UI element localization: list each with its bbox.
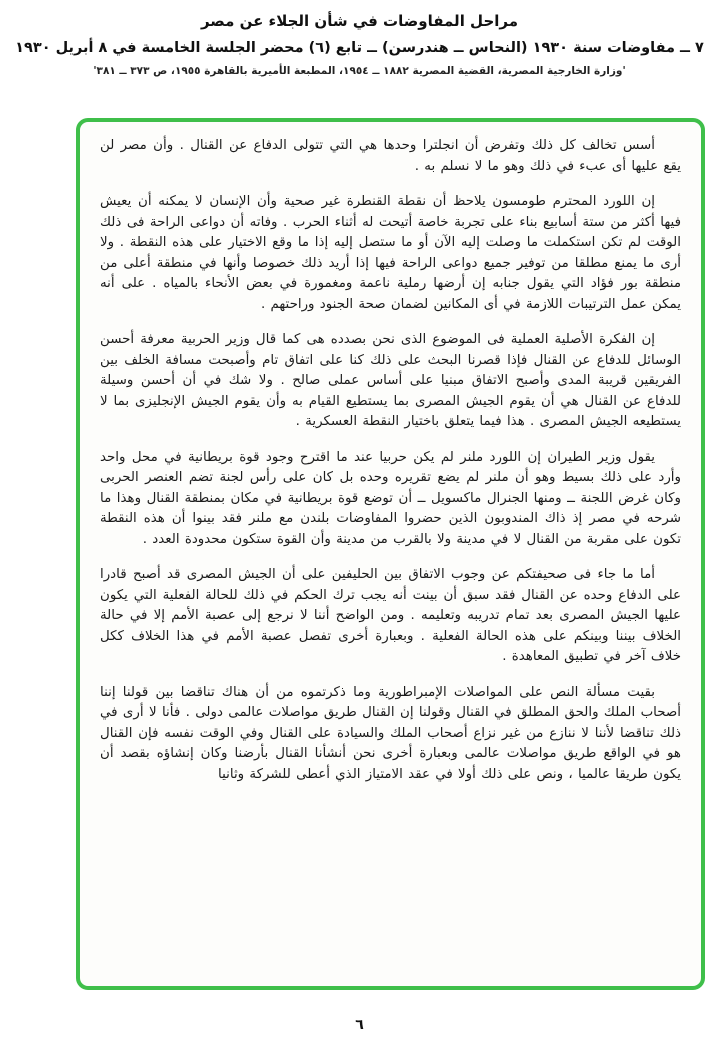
paragraph-1: أسس تخالف كل ذلك وتفرض أن انجلترا وحدها هي التي تتولى الدفاع عن القنال . وأن مصر لن يقع عليها أى عبء في ذلك وهو ما لا نسلم به . — [100, 138, 681, 174]
paragraph-4: يقول وزير الطيران إن اللورد ملنر لم يكن حربيا عند ما اقترح وجود قوة بريطانية في محل واحد وأرد على ذلك بسيط وهو أن ملنر لم يضع تقريره وحده بل كان على رأس لجنة تضم العنصر الحربى وكان غرض اللجنة ــ ومنها الجنرال ماكسويل ــ أن توضع قوة بريطانية في مكان بمنطقة القنال وهذا ما شرحه في مصر إذ ذاك المندوبون الذين حضروا المفاوضات بلندن مع ملنر فقد بينوا أن هذه النقطة تكون على مقربة من القنال لا في مدينة ولا بالقرب من مدينة وأن القوة ستكون محدودة العدد . — [100, 449, 681, 547]
document-source-citation: 'وزارة الخارجية المصرية، القضية المصرية ١٨٨٢ ــ ١٩٥٤، المطبعة الأميرية بالقاهرة ١٩٥٥، ص ٣٧٣ ــ ٣٨١' — [93, 65, 626, 77]
paragraph-2: إن اللورد المحترم طومسون يلاحظ أن نقطة القنطرة غير صحية وأن الإنسان لا يمكنه أن يعيش فيها أكثر من ستة أسابيع بناء على تجربة خاصة أتيحت له أثناء الحرب . وفاته أن دواعى الراحة فى ذلك الوقت لم تكن استكملت ما وصلت إليه الآن أو ما ستصل إليه إذا ما وقع الاختيار على هذه النقطة . ولا أرى ما يمنع مطلقا من توفير جميع دواعى الراحة فيها إذا أريد ذلك خصوصا وأنها في منطقة أعلى من منطقة بور فؤاد التي يقول جنابه إن أرضها رملية ناعمة ومغمورة في بعض الأنحاء بالمياه . على أنه يمكن عمل الترتيبات اللازمة في أى المكانين لضمان صحة الجنود وراحتهم . — [100, 194, 681, 312]
document-header — [0, 0, 719, 77]
document-title: مراحل المفاوضات في شأن الجلاء عن مصر — [200, 12, 519, 30]
paragraph-6: بقيت مسألة النص على المواصلات الإمبراطورية وما ذكرتموه من أن هناك تناقضا بين قولنا إننا أصحاب الملك والحق المطلق في القنال وقولنا إن القنال طريق مواصلات عالمى دولى . فأنا لا أرى في ذلك تناقضا لأننا لا ننازع من غير نزاع أصحاب الملك والسيادة على القنال وفي الوقت نفسه فإن القنال هو في الواقع طريق مواصلات عالمى وبعبارة أخرى نحن أنشأنا القنال بأرضنا وكان إنشاؤه بقصد أن يكون طريقا عالميا ، ونص على ذلك أولا في عقد الامتياز الذي أعطى للشركة وثانيا — [100, 684, 681, 782]
paragraph-5: أما ما جاء فى صحيفتكم عن وجوب الاتفاق بين الحليفين على أن الجيش المصرى قد أصبح قادرا على الدفاع وحده عن القنال فقد سبق أن بينت أنه يجب ترك الحكم في ذلك للحالة الفعلية التي يكون عليها الجيش المصرى بعد تمام تدريبه وتعليمه . ومن الواضح أننا لا نرجع إلى عصبة الأمم إلا في حالة الخلاف بيننا وبينكم على هذه الحالة الفعلية . وبعبارة أخرى تفصل عصبة الأمم في هذا الخلاف ككل خلاف آخر في تطبيق المعاهدة . — [100, 567, 681, 664]
document-subtitle: ٧ ــ مفاوضات سنة ١٩٣٠ (النحاس ــ هندرسن) ــ تابع (٦) محضر الجلسة الخامسة في ٨ أبريل ١٩٣٠ — [15, 40, 704, 56]
green-text-frame — [76, 118, 705, 990]
page-number: ٦ — [355, 1017, 364, 1033]
paragraph-3: إن الفكرة الأصلية العملية فى الموضوع الذى نحن بصدده هى كما قال وزير الحربية معرفة أحسن الوسائل للدفاع عن القنال فإذا قصرنا البحث على ذلك كنا على اتفاق تام وأصبحت مسافة الخلف بين الفريقين قريبة المدى وأصبح الاتفاق مبنيا على أساس عملى صالح . ولا شك في أن أحسن وسيلة للدفاع عن القنال هي أن يقوم الجيش المصرى بما يستطيع القيام به وأن يقوم الجيش الإنجليزى بما لا يستطيعه الجيش المصرى . هذا فيما يتعلق باختيار النقطة العسكرية . — [100, 332, 681, 429]
